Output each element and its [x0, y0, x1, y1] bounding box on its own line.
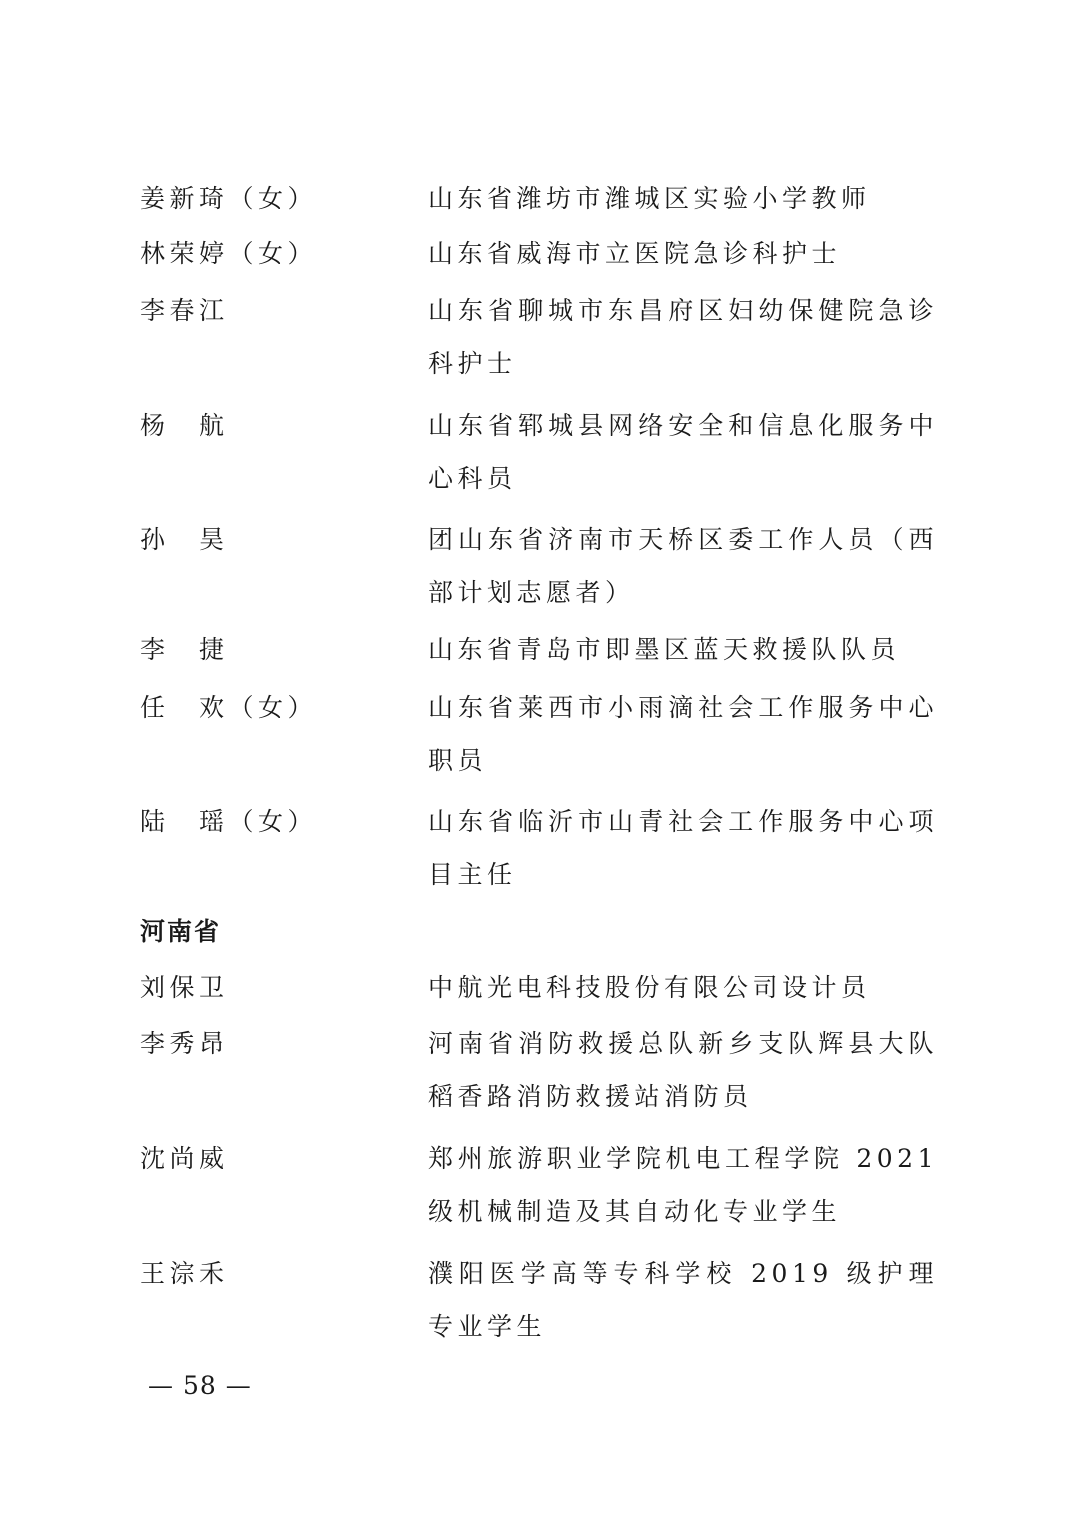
section-heading-henan: 河南省 — [140, 917, 222, 946]
person-name: 林荣婷（女） — [140, 239, 318, 268]
person-name: 李 捷 — [140, 635, 229, 664]
person-name: 李秀昂 — [140, 1029, 229, 1058]
person-affiliation: 濮阳医学高等专科学校 2019 级护理专业学生 — [428, 1259, 938, 1341]
person-affiliation: 山东省威海市立医院急诊科护士 — [428, 239, 842, 268]
person-name: 孙 昊 — [140, 525, 229, 554]
person-name: 王淙禾 — [140, 1259, 229, 1288]
person-affiliation: 山东省聊城市东昌府区妇幼保健院急诊科护士 — [428, 296, 938, 378]
person-affiliation: 山东省郓城县网络安全和信息化服务中心科员 — [428, 411, 938, 493]
person-affiliation: 团山东省济南市天桥区委工作人员（西部计划志愿者） — [428, 525, 938, 607]
person-affiliation: 山东省青岛市即墨区蓝天救援队队员 — [428, 635, 901, 664]
person-name: 沈尚威 — [140, 1144, 229, 1173]
person-name: 姜新琦（女） — [140, 184, 318, 213]
person-affiliation: 山东省临沂市山青社会工作服务中心项目主任 — [428, 807, 938, 889]
person-name: 李春江 — [140, 296, 229, 325]
person-affiliation: 山东省潍坊市潍城区实验小学教师 — [428, 184, 871, 213]
person-name: 任 欢（女） — [140, 693, 318, 722]
person-name: 刘保卫 — [140, 973, 229, 1002]
person-affiliation: 山东省莱西市小雨滴社会工作服务中心职员 — [428, 693, 938, 775]
page-number: — 58 — — [148, 1371, 252, 1400]
person-name: 杨 航 — [140, 411, 229, 440]
person-name: 陆 瑶（女） — [140, 807, 318, 836]
person-affiliation: 河南省消防救援总队新乡支队辉县大队稻香路消防救援站消防员 — [428, 1029, 938, 1111]
person-affiliation: 郑州旅游职业学院机电工程学院 2021 级机械制造及其自动化专业学生 — [428, 1144, 938, 1226]
person-affiliation: 中航光电科技股份有限公司设计员 — [428, 973, 871, 1002]
